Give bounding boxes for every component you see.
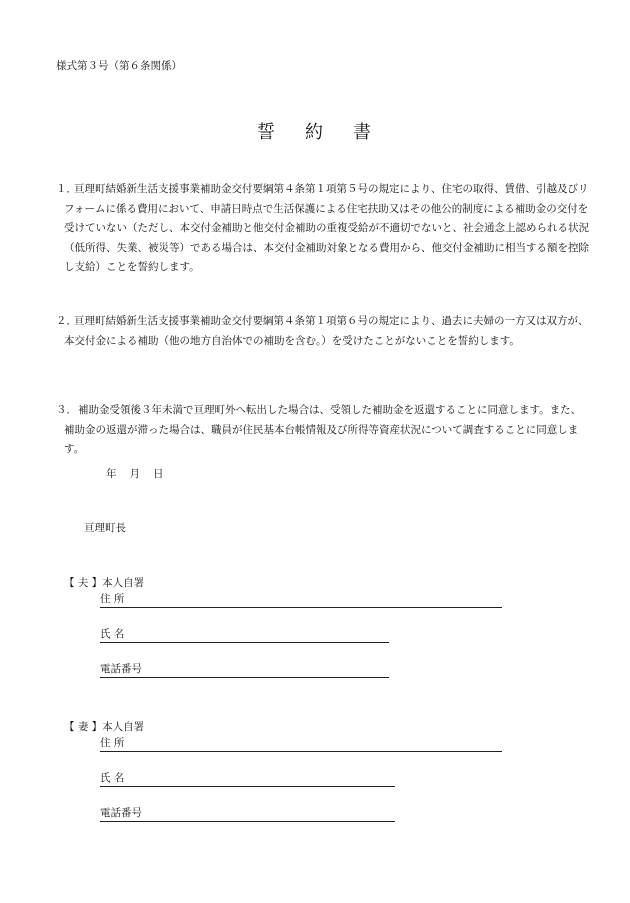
underline: [100, 607, 502, 608]
clause-text: 亘理町結婚新生活支援事業補助金交付要綱第４条第１項第６号の規定により、過去に夫婦の一方又は双方が、本交付金による補助（他の地方自治体での補助を含む。）を受けたことがないことを誓約します。: [64, 315, 589, 347]
clause-2: [56, 312, 590, 351]
title-char: 書: [353, 122, 373, 143]
wife-address-label: 住 所: [100, 737, 125, 749]
wife-heading: 【 妻 】本人自署: [64, 721, 145, 733]
wife-name-label: 氏 名: [100, 772, 125, 784]
husband-address-field[interactable]: [100, 592, 502, 608]
husband-name-label: 氏 名: [100, 628, 125, 640]
clause-number: ２．: [56, 315, 77, 327]
husband-address-label: 住 所: [100, 593, 125, 605]
date-month: 月: [129, 468, 140, 480]
wife-address-field[interactable]: [100, 736, 502, 752]
clause-number: ３．: [56, 404, 77, 416]
husband-phone-field[interactable]: [100, 662, 389, 678]
clause-text: 亘理町結婚新生活支援事業補助金交付要綱第４条第１項第５号の規定により、住宅の取得、賃借、引越及びリフォームに係る費用において、申請日時点で生活保護による住宅扶助又はその他公的制度による補助金の交付を受けていない（ただし、本交付金補助と他交付金補助の重複受給が不適切でないと、社会通念上認められる状況（低所得、失業、被災等）である場合は、本交付金補助対象となる費用から、他交付金補助に相当する額を控除し支給）ことを誓約します。: [64, 183, 589, 273]
underline: [100, 677, 389, 678]
title-char: 誓: [257, 122, 277, 143]
document-title: [0, 118, 630, 144]
form-number: 様式第３号（第６条関係）: [56, 60, 182, 72]
addressee: 亘理町長: [84, 522, 126, 534]
husband-phone-label: 電話番号: [100, 663, 142, 675]
underline: [100, 821, 395, 822]
wife-phone-label: 電話番号: [100, 807, 142, 819]
title-char: 約: [305, 122, 325, 143]
underline: [100, 751, 502, 752]
husband-name-field[interactable]: [100, 627, 389, 643]
underline: [100, 642, 389, 643]
date-day: 日: [153, 468, 164, 480]
wife-name-field[interactable]: [100, 771, 395, 787]
wife-phone-field[interactable]: [100, 806, 395, 822]
date-line: [106, 466, 177, 481]
clause-text: 補助金受領後３年未満で亘理町外へ転出した場合は、受領した補助金を返還することに同意します。また、補助金の返還が滞った場合は、職員が住民基本台帳情報及び所得等資産状況について調査することに同意します。: [64, 404, 582, 455]
date-year: 年: [106, 468, 117, 480]
clause-3: [56, 401, 590, 460]
clause-number: １．: [56, 183, 77, 195]
underline: [100, 786, 395, 787]
clause-1: [56, 180, 590, 278]
husband-heading: 【 夫 】本人自署: [64, 577, 145, 589]
